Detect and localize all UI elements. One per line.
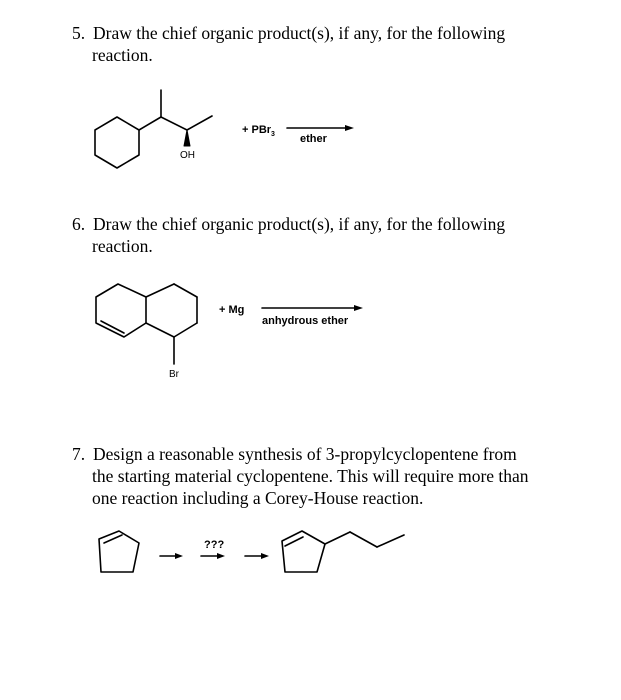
q6-reactant-structure (96, 284, 197, 364)
q7-arrow-1 (160, 553, 183, 559)
question-5-line-1: Draw the chief organic product(s), if any, for the following (93, 23, 506, 43)
q5-condition-label: ether (300, 133, 327, 145)
q7-cyclopentene-structure (99, 531, 139, 572)
question-5-number: 5. (72, 23, 86, 43)
q6-bond (174, 284, 197, 297)
question-6-line-2: reaction. (92, 236, 153, 256)
q7-product-structure (282, 531, 404, 572)
q5-oh-label: OH (180, 150, 195, 161)
question-7-number: 7. (72, 444, 86, 464)
q5-bond (139, 117, 161, 130)
q6-bond (146, 284, 174, 297)
q5-reaction-arrow (287, 125, 354, 131)
q7-propyl-bond (325, 532, 350, 544)
question-7-line-2: the starting material cyclopentene. This will require more than (92, 466, 529, 486)
question-6-line-1: Draw the chief organic product(s), if any, for the following (93, 214, 506, 234)
q6-bond (146, 323, 174, 337)
q6-left-ring (96, 284, 146, 337)
q6-reagent-label: + Mg (219, 304, 245, 316)
q7-propyl-bond (377, 535, 404, 547)
question-7-line-3: one reaction including a Corey-House reaction. (92, 488, 424, 508)
q6-reaction-arrow (262, 305, 363, 311)
q7-arrow-2 (201, 553, 225, 559)
q7-unknown-steps-label: ??? (204, 539, 225, 551)
q6-condition-label: anhydrous ether (262, 315, 349, 327)
question-6-number: 6. (72, 214, 86, 234)
q6-br-label: Br (169, 369, 179, 380)
q5-bond (187, 116, 212, 130)
q5-reagent-label: + PBr$_3$ (242, 124, 275, 138)
q5-bond (161, 117, 187, 130)
q6-bond (174, 323, 197, 337)
question-7-line-1: Design a reasonable synthesis of 3-propylcyclopentene from (93, 444, 517, 464)
q5-cyclohexane-ring (95, 117, 139, 168)
q7-propyl-bond (350, 532, 377, 547)
q5-wedge-bond (184, 130, 190, 146)
question-5-line-2: reaction. (92, 45, 153, 65)
q7-arrow-3 (245, 553, 269, 559)
